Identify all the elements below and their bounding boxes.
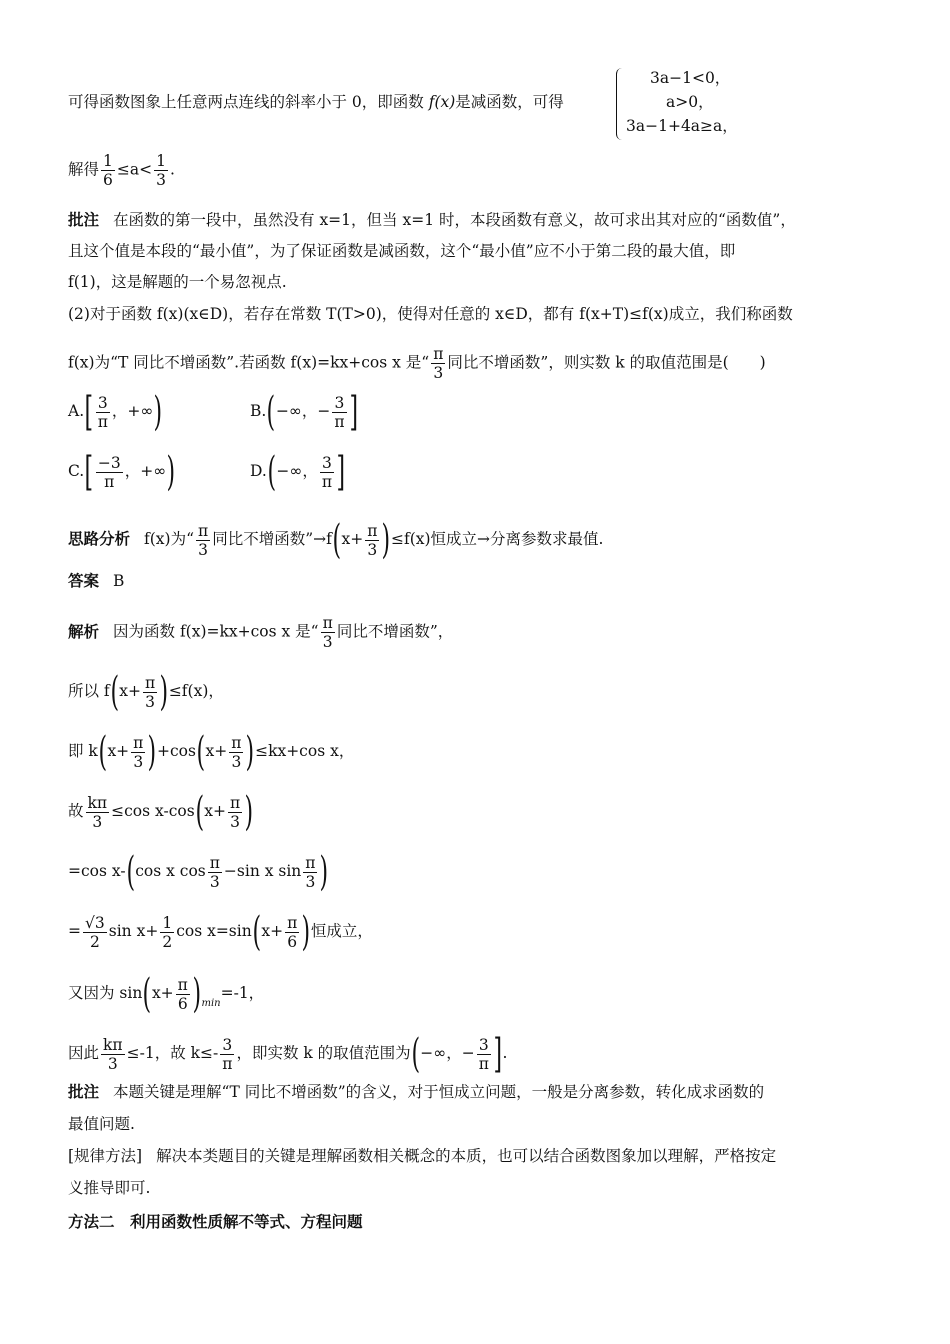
answer-value: B [113,572,125,590]
frac-den: 3 [231,752,242,771]
paren-left: ( [110,669,119,715]
frac-den: π [222,1054,233,1073]
paren-right: ) [245,729,255,775]
frac-num: 3 [332,394,346,413]
fraction-3-pi [220,1036,234,1073]
frac-num: π [209,853,220,872]
fraction [321,614,335,651]
frac-den: 3 [145,692,156,711]
frac-num: π [177,975,188,994]
frac-num: π [145,673,156,692]
system-row-2: a>0， [666,93,714,111]
frac-den: 3 [198,540,209,559]
option-label: A. [68,402,85,420]
frac-den: 6 [177,994,188,1013]
fraction-1-2 [160,914,174,951]
x-plus: x+ [341,530,364,548]
problem-line2-b: 同比不增函数”，则实数 k 的取值范围是( ) [447,353,766,372]
frac-den: 3 [322,633,333,651]
frac-den: 6 [287,932,298,951]
analysis-line [68,517,604,563]
frac-num: π [322,614,333,632]
bracket-left: ( [266,389,276,435]
fraction [228,794,242,831]
solution-label: 解析 [68,622,100,641]
note2-text-1: 本题关键是理解“T 同比不增函数”的含义，对于恒成立问题，一般是分离参数，转化成求函数的 [113,1083,765,1101]
solution-line-7 [68,971,265,1017]
sol-l5a: =cos x- [68,862,126,880]
note1-line-1 [68,208,796,232]
sol-l8b: ≤-1，故 k≤- [126,1044,219,1062]
solution-line-8 [68,1031,508,1077]
frac-num: π [367,521,378,540]
sol-l1b: 同比不增函数”， [336,622,454,641]
paren-right: ) [147,729,157,775]
fraction-one-third [154,152,168,189]
fraction [143,674,157,711]
sol-l3b: +cos [156,742,196,760]
x-plus: x+ [107,742,130,760]
bracket-left: ( [411,1031,420,1077]
solve-label: 解得 [68,160,100,179]
frac-den: π [104,472,115,491]
option-rest: ，+∞ [111,402,154,420]
frac-num: π [230,793,241,812]
problem-line-1: (2)对于函数 f(x)(x∈D)，若存在常数 T(T>0)，使得对任意的 x∈D，都有 f(x+T)≤f(x)成立，我们称函数 [68,305,793,323]
frac-den: 2 [162,932,173,951]
fraction-k-pi-3 [101,1036,125,1073]
sol-l1a: 因为函数 f(x)=kx+cos x 是“ [113,622,319,641]
paren-right: ) [159,669,169,715]
sol-l8a: 因此 [68,1044,100,1062]
sol-l5c: −sin x sin [223,862,302,880]
frac-num: 3 [477,1036,491,1055]
x-plus: x+ [119,682,142,700]
solution-line-4 [68,789,254,835]
solve-end: . [169,160,175,179]
fraction-3-pi [477,1036,491,1073]
note1-text-1: 在函数的第一段中，虽然没有 x=1，但当 x=1 时，本段函数有意义，故可求出其对应的“函数值”， [113,211,796,229]
option-label: D. [250,462,267,480]
fraction-one-sixth [101,152,115,189]
note1-label: 批注 [68,211,100,229]
paren-left: ( [98,729,107,775]
sol-l4b: ≤cos x-cos [111,802,195,820]
bracket-left: [ [84,449,94,495]
fraction [229,734,243,771]
method-text-1: 解决本类题目的关键是理解函数相关概念的本质，也可以结合函数图象加以理解，严格按定 [156,1147,777,1165]
analysis-label: 思路分析 [68,530,131,548]
solve-mid: ≤a< [116,160,153,179]
system-brace [616,68,625,140]
answer-line [68,569,124,593]
frac-num: π [305,853,316,872]
frac-num: 3 [96,394,110,413]
analysis-c: ≤f(x)恒成立→分离参数求最值. [391,530,604,548]
frac-den: 3 [107,1054,118,1073]
option-fraction [332,394,346,431]
solution-line-3 [68,729,355,775]
bracket-left: ( [267,449,276,495]
intro-text: 可得函数图象上任意两点连线的斜率小于 0，即函数 [68,93,429,111]
sol-l6c: cos x=sin [176,922,252,940]
paren-right: ) [381,517,391,563]
fraction [208,854,222,891]
sol-l5b: cos x cos [135,862,206,880]
frac-num: 3 [220,1036,234,1055]
frac-den: π [321,472,333,491]
frac-num: π [133,733,144,752]
solution-line-2 [68,669,224,715]
frac-num: π [231,733,242,752]
fraction [303,854,317,891]
option-a[interactable] [68,389,163,435]
sol-l7b: =-1， [220,984,265,1002]
intro-fx: f(x) [428,93,456,111]
option-pre: −∞， [276,462,318,480]
fraction [131,734,145,771]
fraction-sqrt3-2 [83,914,107,951]
bracket-right: ] [336,449,346,495]
x-plus: x+ [204,802,227,820]
fraction-pi-6 [176,976,190,1013]
system-row-1: 3a−1<0， [650,69,731,87]
frac-num: 1 [156,152,166,170]
frac-num: π [433,345,444,363]
note2-label: 批注 [68,1083,100,1101]
paren-left: ( [142,971,152,1017]
frac-den: 3 [209,872,220,891]
frac-den: 3 [230,812,241,831]
option-label: C. [68,462,85,480]
fraction-pi-6 [285,914,299,951]
sol-l8e: . [502,1044,508,1062]
frac-den: π [478,1054,489,1073]
fraction-k-pi-3 [86,794,110,831]
option-fraction [320,454,334,491]
note2-line-1 [68,1080,764,1104]
frac-den: 3 [367,540,378,559]
option-pre: −∞，− [275,402,331,420]
paren-right: ) [301,909,311,955]
x-plus: x+ [205,742,228,760]
frac-den: 2 [89,932,100,951]
method-line-2: 义推导即可. [68,1179,151,1197]
frac-den: π [334,412,345,431]
sol-l8d: −∞，− [420,1044,475,1062]
method-line-1 [68,1144,776,1168]
paren-left: ( [332,517,341,563]
system-row-3: 3a−1+4a≥a， [626,117,738,135]
option-c[interactable] [68,449,176,495]
sol-l6a: = [68,922,81,940]
option-b[interactable] [250,389,358,435]
x-plus: x+ [151,984,174,1002]
problem-line-2 [68,345,766,382]
solve-line [68,152,175,189]
method-label: [规律方法] [68,1147,143,1165]
frac-den: 3 [133,752,144,771]
paren-right: ) [192,971,201,1017]
option-fraction [96,454,123,491]
frac-num: π [287,913,298,932]
bracket-left: [ [84,389,94,435]
sol-l2b: ≤f(x)， [168,682,224,700]
paren-left: ( [196,729,206,775]
intro-line [68,90,564,114]
bracket-right: ] [349,389,358,435]
note1-line-3: f(1)，这是解题的一个易忽视点. [68,273,287,291]
option-fraction [96,394,110,431]
option-label: B. [250,402,267,420]
sol-l8c: ，即实数 k 的取值范围为 [236,1044,411,1062]
sol-l4a: 故 [68,802,84,820]
sol-l3a: 即 k [68,742,98,760]
sol-l3c: ≤kx+cos x， [255,742,355,760]
intro-text-after: 是减函数，可得 [455,93,564,111]
analysis-fraction [196,522,210,559]
frac-den: 3 [156,171,166,189]
option-d[interactable] [250,449,346,495]
frac-num: 1 [162,913,173,932]
sol-l7a: 又因为 sin [68,984,143,1002]
x-plus: x+ [261,922,284,940]
paren-right: ) [319,849,329,895]
analysis-a: f(x)为“ [144,530,195,548]
frac-den: π [97,412,108,431]
problem-line2-a: f(x)为“T 同比不增函数”.若函数 f(x)=kx+cos x 是“ [68,353,430,372]
fraction-pi-over-3 [431,345,445,382]
section-heading: 方法二 利用函数性质解不等式、方程问题 [68,1213,363,1231]
frac-num: −3 [97,453,121,472]
solution-line-6 [68,909,373,955]
analysis-inner-fraction [365,522,379,559]
sol-l6b: sin x+ [108,922,159,940]
frac-num: kπ [103,1035,123,1054]
frac-num: 3 [320,454,334,473]
frac-den: 3 [433,364,444,382]
frac-num: √3 [85,913,105,932]
paren-left: ( [252,909,261,955]
solution-line-5 [68,849,329,895]
solution-line-1 [68,614,453,651]
frac-num: 1 [103,152,113,170]
frac-num: π [198,521,209,540]
bracket-right: ) [153,389,163,435]
frac-den: 3 [305,872,316,891]
analysis-b: 同比不增函数”→f [212,530,332,548]
bracket-right: ) [166,449,176,495]
note2-line-2: 最值问题. [68,1115,135,1133]
inequality-system [616,66,738,138]
frac-den: 3 [92,812,103,831]
paren-right: ) [244,789,254,835]
sol-l6d: 恒成立， [310,922,373,940]
note1-line-2: 且这个值是本段的“最小值”，为了保证函数是减函数，这个“最小值”应不小于第二段的最大值，即 [68,242,736,260]
min-subscript: min [201,998,221,1009]
frac-num: kπ [87,793,108,812]
sol-l2a: 所以 f [68,682,110,700]
bracket-right: ] [493,1031,502,1077]
frac-den: 6 [103,171,113,189]
answer-label: 答案 [68,572,100,590]
paren-left: ( [195,789,204,835]
option-rest: ，+∞ [124,462,167,480]
paren-left: ( [126,849,135,895]
